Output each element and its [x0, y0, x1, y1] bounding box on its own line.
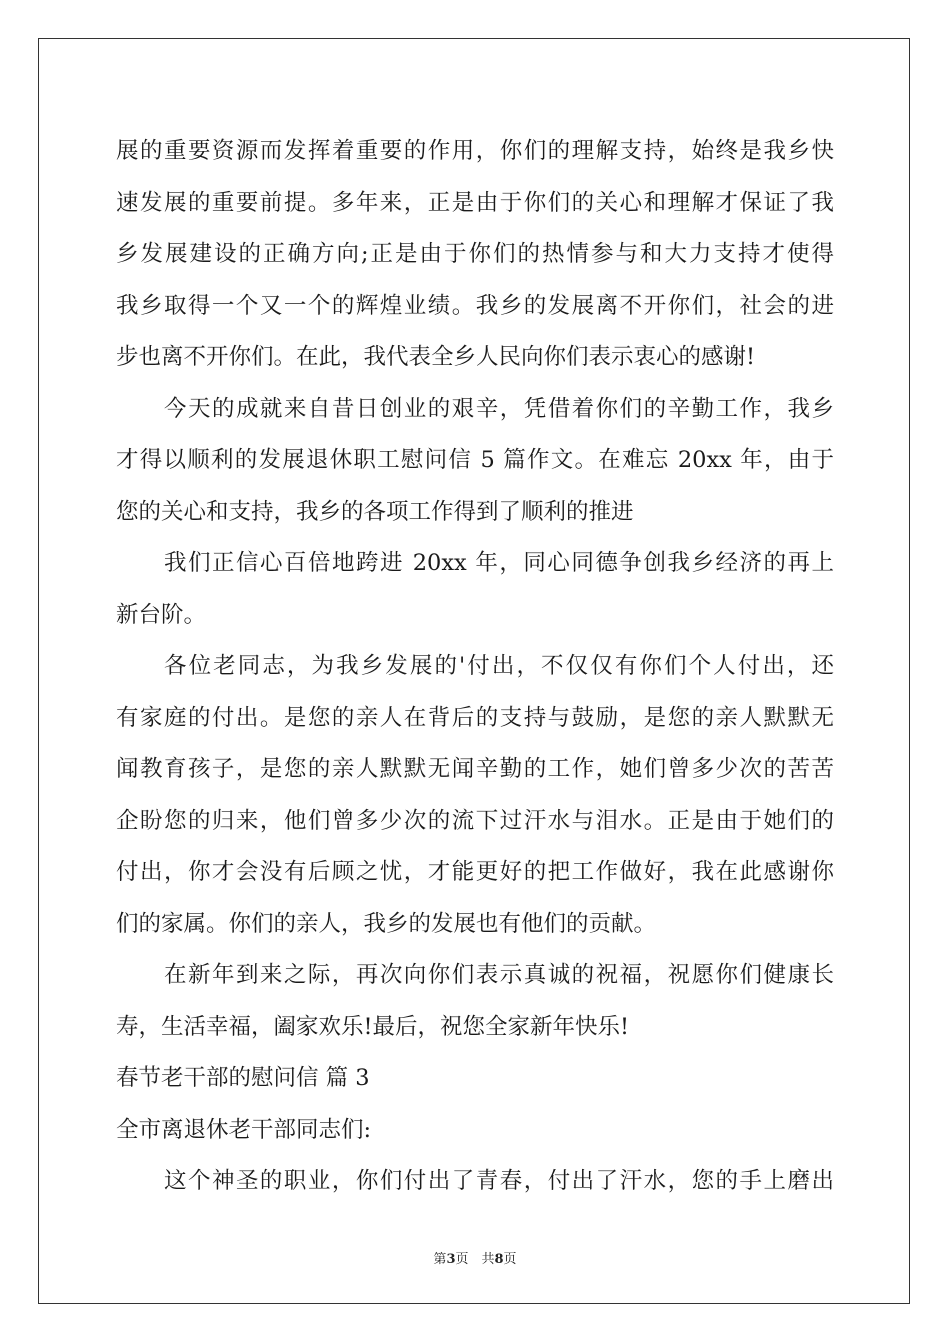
text-line: 春节老干部的慰问信 篇 3	[116, 1065, 370, 1091]
current-page-number: 3	[446, 1252, 456, 1267]
text-line: 速发展的重要前提。多年来，正是由于你们的关心和理解才保证了我	[116, 189, 834, 216]
text-line: 们的家属。你们的亲人，我乡的发展也有他们的贡献。	[116, 910, 657, 937]
text-line: 展的重要资源而发挥着重要的作用，你们的理解支持，始终是我乡快	[116, 138, 834, 164]
text-line: 寿，生活幸福，阖家欢乐!最后，祝您全家新年快乐!	[116, 1013, 630, 1040]
text-line: 您的关心和支持，我乡的各项工作得到了顺利的推进	[116, 498, 634, 525]
text-line: 我乡取得一个又一个的辉煌业绩。我乡的发展离不开你们，社会的进	[116, 292, 834, 319]
text-line: 付出，你才会没有后顾之忧，才能更好的把工作做好，我在此感谢你	[116, 859, 834, 885]
text-line: 今天的成就来自昔日创业的艰辛，凭借着你们的辛勤工作，我乡	[164, 395, 834, 422]
text-line: 乡发展建设的正确方向;正是由于你们的热情参与和大力支持才使得	[116, 241, 834, 267]
text-line: 各位老同志，为我乡发展的'付出，不仅仅有你们个人付出，还	[164, 653, 834, 679]
footer-middle: 页 共	[455, 1252, 495, 1267]
document-body	[116, 126, 834, 1208]
text-line: 有家庭的付出。是您的亲人在背后的支持与鼓励，是您的亲人默默无	[116, 704, 834, 731]
footer-prefix: 第	[433, 1252, 447, 1267]
text-line: 新台阶。	[116, 601, 207, 628]
text-line: 在新年到来之际，再次向你们表示真诚的祝福，祝愿你们健康长	[164, 962, 834, 988]
text-line: 才得以顺利的发展退休职工慰问信 5 篇作文。在难忘 20xx 年，由于	[116, 447, 834, 473]
text-line: 全市离退休老干部同志们:	[116, 1116, 372, 1143]
total-page-count: 8	[494, 1252, 504, 1267]
footer-suffix: 页	[503, 1252, 517, 1267]
text-line: 我们正信心百倍地跨进 20xx 年，同心同德争创我乡经济的再上	[164, 550, 834, 576]
text-line: 这个神圣的职业，你们付出了青春，付出了汗水，您的手上磨出	[164, 1168, 834, 1194]
page-footer	[0, 1248, 950, 1267]
text-line: 企盼您的归来，他们曾多少次的流下过汗水与泪水。正是由于她们的	[116, 807, 834, 834]
text-line: 闻教育孩子，是您的亲人默默无闻辛勤的工作，她们曾多少次的苦苦	[116, 756, 834, 782]
text-line: 步也离不开你们。在此，我代表全乡人民向你们表示衷心的感谢!	[116, 344, 756, 370]
